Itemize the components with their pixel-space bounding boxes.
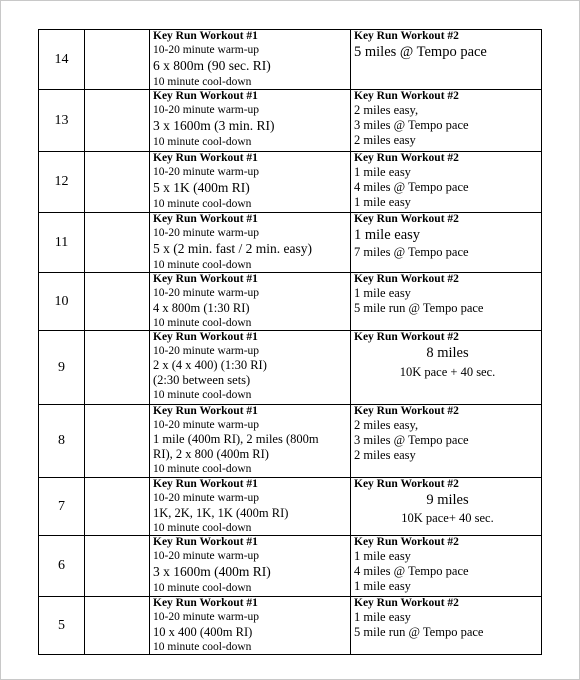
workout2-line: 3 miles @ Tempo pace	[354, 118, 469, 132]
workout1-header: Key Run Workout #1	[153, 405, 258, 417]
blank-cell	[85, 405, 150, 478]
workout2-line: 3 miles @ Tempo pace	[354, 433, 469, 447]
workout2-header: Key Run Workout #2	[354, 536, 459, 548]
week-number: 8	[39, 405, 85, 478]
workout1-cell	[150, 152, 351, 213]
warm-up-line: 10-20 minute warm-up	[153, 227, 260, 239]
week-row	[39, 405, 542, 478]
workout1-cell	[150, 478, 351, 536]
week-row	[39, 331, 542, 405]
main-set-line: 3 x 1600m (3 min. RI)	[153, 118, 275, 133]
workout1-header: Key Run Workout #1	[153, 273, 258, 285]
workout2-line: 1 mile easy	[354, 549, 411, 563]
cool-down-line: 10 minute cool-down	[153, 389, 252, 401]
cool-down-line: 10 minute cool-down	[153, 463, 252, 475]
workout1-cell	[150, 405, 351, 478]
blank-cell	[85, 536, 150, 597]
workout2-line: 1 mile easy	[354, 579, 411, 593]
workout1-cell	[150, 597, 351, 655]
workout1-cell	[150, 90, 351, 152]
blank-cell	[85, 331, 150, 405]
workout1-header: Key Run Workout #1	[153, 213, 258, 225]
workout2-header: Key Run Workout #2	[354, 405, 459, 417]
main-set-line: (2:30 between sets)	[153, 373, 251, 387]
main-set-line: 1K, 2K, 1K, 1K (400m RI)	[153, 506, 289, 520]
workout1-header: Key Run Workout #1	[153, 152, 258, 164]
cool-down-line: 10 minute cool-down	[153, 582, 252, 594]
week-number: 14	[39, 30, 85, 90]
workout2-line: 1 mile easy	[354, 227, 421, 243]
workout2-line: 2 miles easy,	[354, 418, 419, 432]
blank-cell	[85, 273, 150, 331]
workout2-line: 4 miles @ Tempo pace	[354, 564, 469, 578]
workout2-line: 8 miles	[426, 345, 469, 361]
workout1-cell	[150, 30, 351, 90]
workout1-header: Key Run Workout #1	[153, 331, 258, 343]
main-set-line: 2 x (4 x 400) (1:30 RI)	[153, 358, 267, 372]
week-number: 5	[39, 597, 85, 655]
warm-up-line: 10-20 minute warm-up	[153, 104, 260, 116]
workout1-header: Key Run Workout #1	[153, 597, 258, 609]
warm-up-line: 10-20 minute warm-up	[153, 166, 260, 178]
main-set-line: RI), 2 x 800 (400m RI)	[153, 447, 269, 461]
workout1-header: Key Run Workout #1	[153, 90, 258, 102]
workout2-line: 10K pace+ 40 sec.	[401, 511, 494, 525]
workout2-line: 1 mile easy	[354, 610, 411, 624]
week-number: 9	[39, 331, 85, 405]
workout2-header: Key Run Workout #2	[354, 30, 459, 42]
warm-up-line: 10-20 minute warm-up	[153, 44, 260, 56]
week-row	[39, 273, 542, 331]
blank-cell	[85, 597, 150, 655]
workout2-line: 5 miles @ Tempo pace	[354, 44, 487, 60]
workout2-line: 1 mile easy	[354, 286, 411, 300]
week-row	[39, 536, 542, 597]
workout1-cell	[150, 213, 351, 273]
warm-up-line: 10-20 minute warm-up	[153, 550, 260, 562]
week-number: 6	[39, 536, 85, 597]
workout2-line: 2 miles easy,	[354, 103, 419, 117]
workout2-header: Key Run Workout #2	[354, 273, 459, 285]
workout2-header: Key Run Workout #2	[354, 597, 459, 609]
workout2-line: 2 miles easy	[354, 133, 416, 147]
main-set-line: 5 x (2 min. fast / 2 min. easy)	[153, 241, 312, 256]
main-set-line: 10 x 400 (400m RI)	[153, 625, 253, 639]
workout2-header: Key Run Workout #2	[354, 90, 459, 102]
week-row	[39, 478, 542, 536]
main-set-line: 6 x 800m (90 sec. RI)	[153, 58, 271, 73]
week-row	[39, 213, 542, 273]
warm-up-line: 10-20 minute warm-up	[153, 419, 260, 431]
blank-cell	[85, 478, 150, 536]
main-set-line: 5 x 1K (400m RI)	[153, 180, 250, 195]
workout2-header: Key Run Workout #2	[354, 478, 459, 490]
week-number: 7	[39, 478, 85, 536]
workout2-cell	[351, 405, 542, 478]
workout1-header: Key Run Workout #1	[153, 30, 258, 42]
main-set-line: 3 x 1600m (400m RI)	[153, 564, 271, 579]
week-row	[39, 597, 542, 655]
warm-up-line: 10-20 minute warm-up	[153, 492, 260, 504]
workout2-cell	[351, 536, 542, 597]
blank-cell	[85, 30, 150, 90]
warm-up-line: 10-20 minute warm-up	[153, 345, 260, 357]
week-number: 10	[39, 273, 85, 331]
workout1-header: Key Run Workout #1	[153, 478, 258, 490]
cool-down-line: 10 minute cool-down	[153, 198, 252, 210]
week-number: 12	[39, 152, 85, 213]
workout2-cell	[351, 30, 542, 90]
blank-cell	[85, 90, 150, 152]
workout2-header: Key Run Workout #2	[354, 152, 459, 164]
warm-up-line: 10-20 minute warm-up	[153, 287, 260, 299]
workout2-cell	[351, 273, 542, 331]
week-number: 13	[39, 90, 85, 152]
warm-up-line: 10-20 minute warm-up	[153, 611, 260, 623]
cool-down-line: 10 minute cool-down	[153, 317, 252, 329]
week-row	[39, 30, 542, 90]
workout2-cell	[351, 331, 542, 405]
week-number: 11	[39, 213, 85, 273]
workout1-cell	[150, 331, 351, 405]
week-row	[39, 90, 542, 152]
workout2-header: Key Run Workout #2	[354, 213, 459, 225]
workout2-line: 1 mile easy	[354, 195, 411, 209]
cool-down-line: 10 minute cool-down	[153, 136, 252, 148]
blank-cell	[85, 213, 150, 273]
workout2-cell	[351, 478, 542, 536]
training-schedule-table	[38, 29, 542, 655]
blank-cell	[85, 152, 150, 213]
main-set-line: 1 mile (400m RI), 2 miles (800m	[153, 432, 319, 446]
workout2-line: 2 miles easy	[354, 448, 416, 462]
cool-down-line: 10 minute cool-down	[153, 76, 252, 88]
main-set-line: 4 x 800m (1:30 RI)	[153, 301, 250, 315]
workout2-line: 7 miles @ Tempo pace	[354, 245, 469, 259]
workout1-header: Key Run Workout #1	[153, 536, 258, 548]
workout2-cell	[351, 597, 542, 655]
workout1-cell	[150, 273, 351, 331]
workout1-cell	[150, 536, 351, 597]
workout2-cell	[351, 213, 542, 273]
week-row	[39, 152, 542, 213]
workout2-cell	[351, 90, 542, 152]
workout2-line: 5 mile run @ Tempo pace	[354, 301, 484, 315]
cool-down-line: 10 minute cool-down	[153, 522, 252, 534]
workout2-line: 5 mile run @ Tempo pace	[354, 625, 484, 639]
workout2-line: 4 miles @ Tempo pace	[354, 180, 469, 194]
workout2-header: Key Run Workout #2	[354, 331, 459, 343]
workout2-cell	[351, 152, 542, 213]
workout2-line: 1 mile easy	[354, 165, 411, 179]
workout2-line: 10K pace + 40 sec.	[399, 365, 496, 379]
cool-down-line: 10 minute cool-down	[153, 641, 252, 653]
workout2-line: 9 miles	[426, 492, 469, 508]
cool-down-line: 10 minute cool-down	[153, 259, 252, 271]
